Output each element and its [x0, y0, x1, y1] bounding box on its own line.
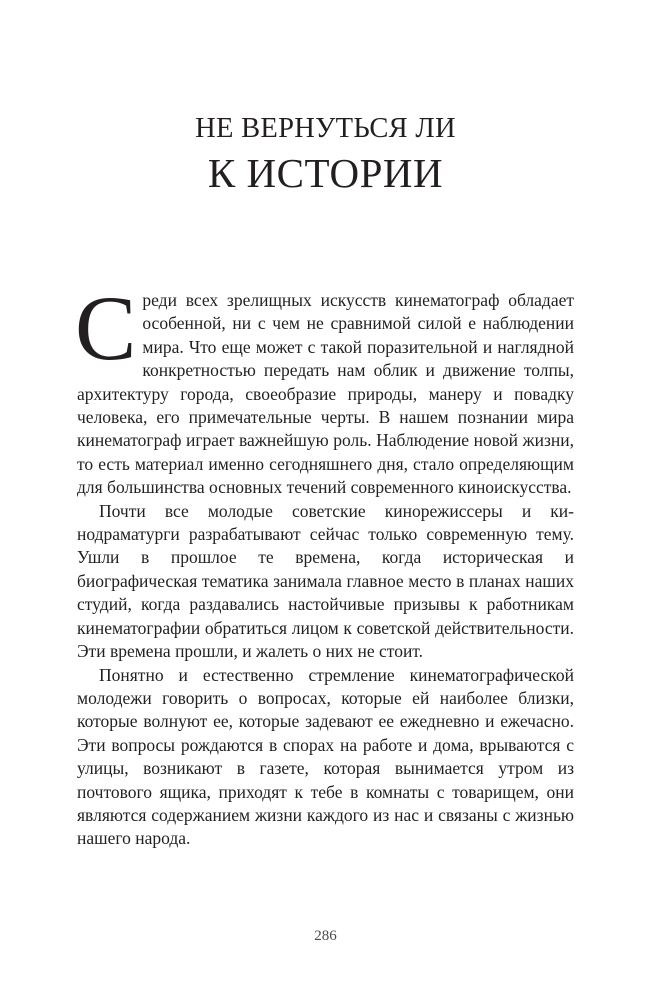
body-text — [75, 277, 574, 851]
paragraph-3: Понятно и естественно стремление кинематографической молодежи говорить о вопросах, которые ей наиболее близки, которые волнуют ее, которые задевают ее ежедневно и ежечасно. Эти вопросы рождаются в спорах на работе и дома, врываются с улицы, возникают в газете, которая вынимается утром из почтового ящика, приходят к тебе в комнаты с товарищем, они являются содержанием жизни каждого из нас и связаны с жизнью нашего народа. — [77, 664, 574, 849]
chapter-title-line-1: НЕ ВЕРНУТЬСЯ ЛИ — [195, 113, 456, 144]
drop-cap: С — [75, 277, 137, 379]
chapter-title — [0, 112, 651, 198]
chapter-title-line-2: К ИСТОРИИ — [207, 150, 444, 196]
page-number: 286 — [314, 928, 337, 944]
paragraph-1-text: реди всех зрелищных искусств кинематограф обладает особенной, ни с чем не сравнимой силой е наблюдении мира. Что еще может с такой поразительной и наглядной конкретностью передать нам облик и движение толпы, архитектуру города, своеобразие природы, манеру и повадку человека, его примечательные черты. В нашем познании мира кинематограф играет важнейшую роль. Наблюдение новой жизни, то есть материал именно сегодняшнего дня, стало определяющим для большинства основных течений современного киноискусства. — [77, 290, 574, 498]
paragraph-2: Почти все молодые советские кинорежиссеры и кинодраматурги разрабатывают сейчас только современную тему. Ушли в прошлое те времена, когда историческая и биографическая тематика занимала главное место в планах наших студий, когда раздавались настойчивые призывы к работникам кинематографии обратиться лицом к советской действительности. Эти времена прошли, и жалеть о них не стоит. — [77, 500, 574, 662]
paragraph-1 — [75, 277, 574, 500]
